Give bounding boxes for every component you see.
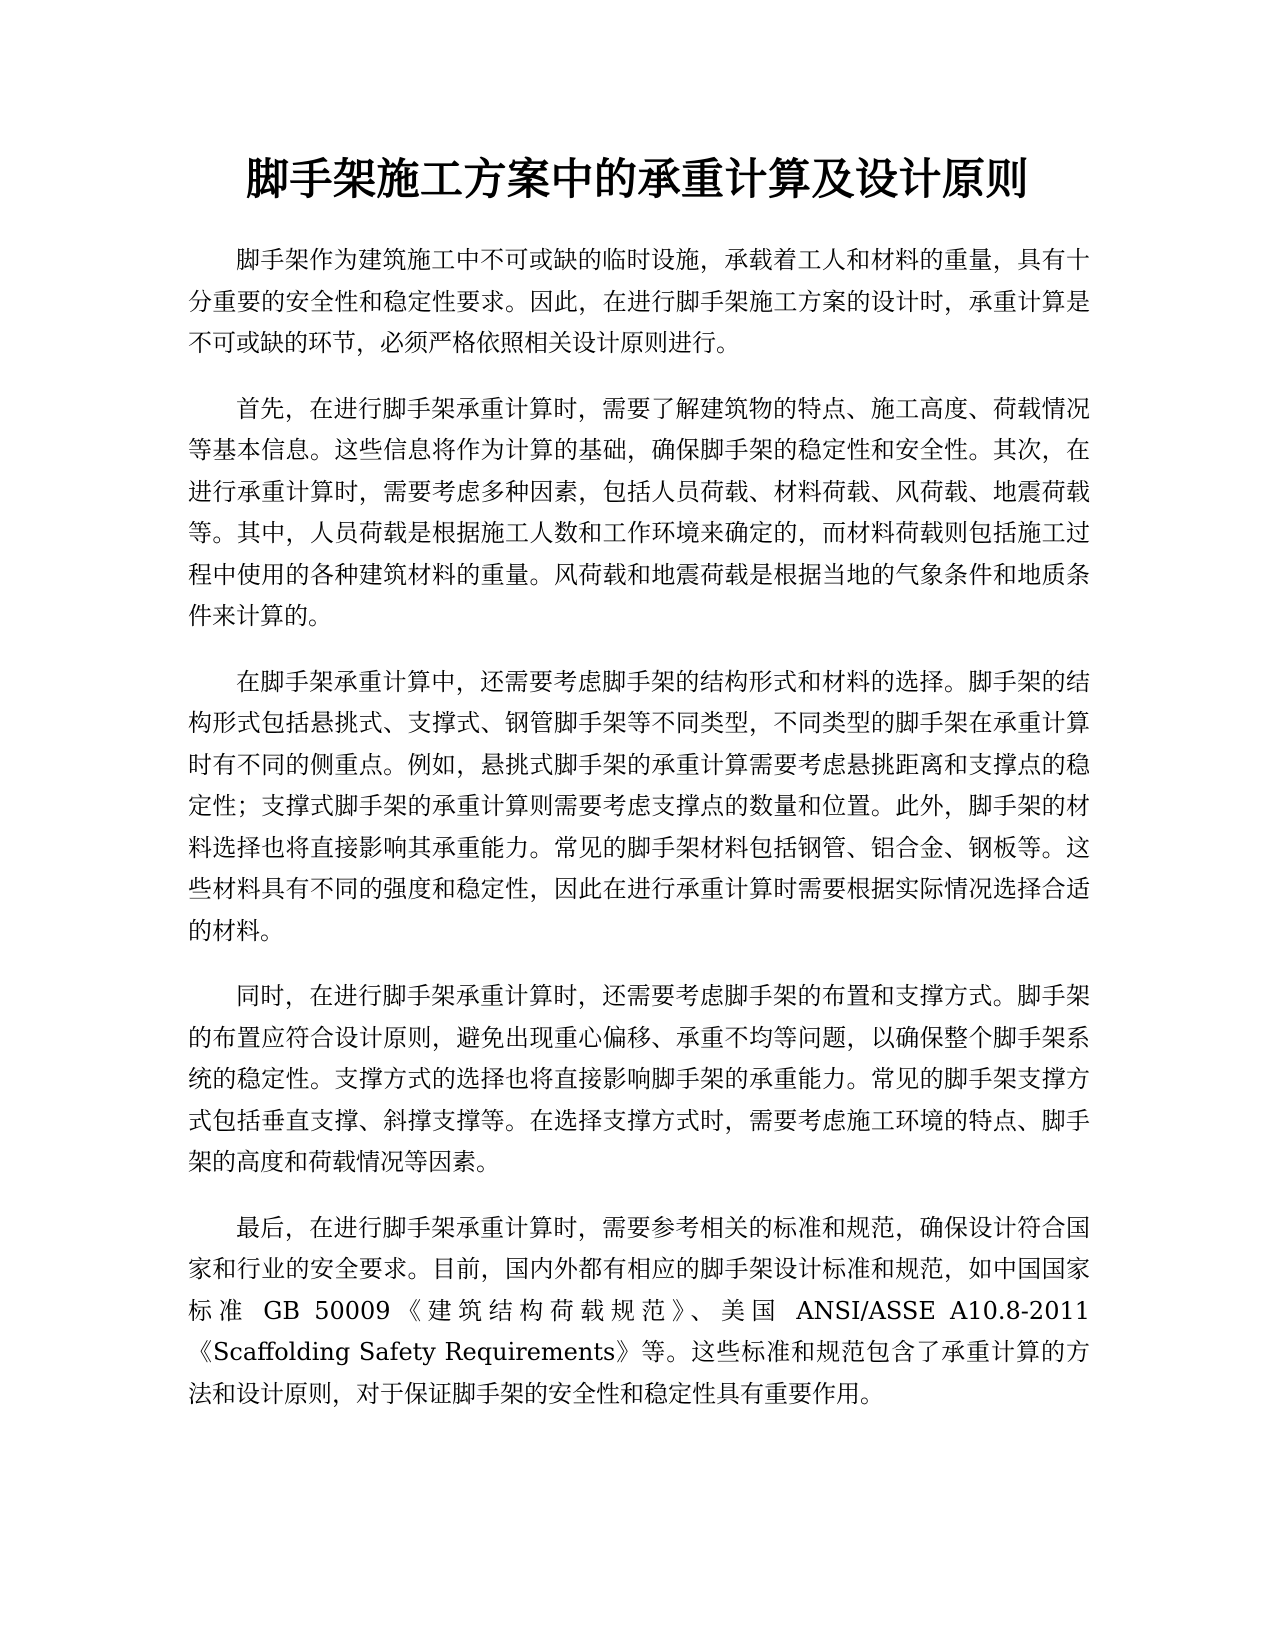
paragraph-standards: 最后，在进行脚手架承重计算时，需要参考相关的标准和规范，确保设计符合国家和行业的安全要求。目前，国内外都有相应的脚手架设计标准和规范，如中国国家标准 GB 50009《建筑结构荷载规范》、美国 ANSI/ASSE A10.8-2011《Scaffolding Safety Requirements》等。这些标准和规范包含了承重计算的方法和设计原则，对于保证脚手架的安全性和稳定性具有重要作用。 [188,1213,1090,1408]
paragraph-layout-and-support: 同时，在进行脚手架承重计算时，还需要考虑脚手架的布置和支撑方式。脚手架的布置应符合设计原则，避免出现重心偏移、承重不均等问题，以确保整个脚手架系统的稳定性。支撑方式的选择也将直接影响脚手架的承重能力。常见的脚手架支撑方式包括垂直支撑、斜撑支撑等。在选择支撑方式时，需要考虑施工环境的特点、脚手架的高度和荷载情况等因素。 [188,982,1090,1176]
paragraph-structure-and-materials: 在脚手架承重计算中，还需要考虑脚手架的结构形式和材料的选择。脚手架的结构形式包括悬挑式、支撑式、钢管脚手架等不同类型，不同类型的脚手架在承重计算时有不同的侧重点。例如，悬挑式脚手架的承重计算需要考虑悬挑距离和支撑点的稳定性；支撑式脚手架的承重计算则需要考虑支撑点的数量和位置。此外，脚手架的材料选择也将直接影响其承重能力。常见的脚手架材料包括钢管、铝合金、钢板等。这些材料具有不同的强度和稳定性，因此在进行承重计算时需要根据实际情况选择合适的材料。 [188,667,1090,945]
document-body [188,240,1090,1415]
paragraph-basic-info-and-loads: 首先，在进行脚手架承重计算时，需要了解建筑物的特点、施工高度、荷载情况等基本信息。这些信息将作为计算的基础，确保脚手架的稳定性和安全性。其次，在进行承重计算时，需要考虑多种因素，包括人员荷载、材料荷载、风荷载、地震荷载等。其中，人员荷载是根据施工人数和工作环境来确定的，而材料荷载则包括施工过程中使用的各种建筑材料的重量。风荷载和地震荷载是根据当地的气象条件和地质条件来计算的。 [188,394,1090,630]
document-title: 脚手架施工方案中的承重计算及设计原则 [246,155,1029,205]
paragraph-intro: 脚手架作为建筑施工中不可或缺的临时设施，承载着工人和材料的重量，具有十分重要的安全性和稳定性要求。因此，在进行脚手架施工方案的设计时，承重计算是不可或缺的环节，必须严格依照相关设计原则进行。 [188,246,1090,357]
